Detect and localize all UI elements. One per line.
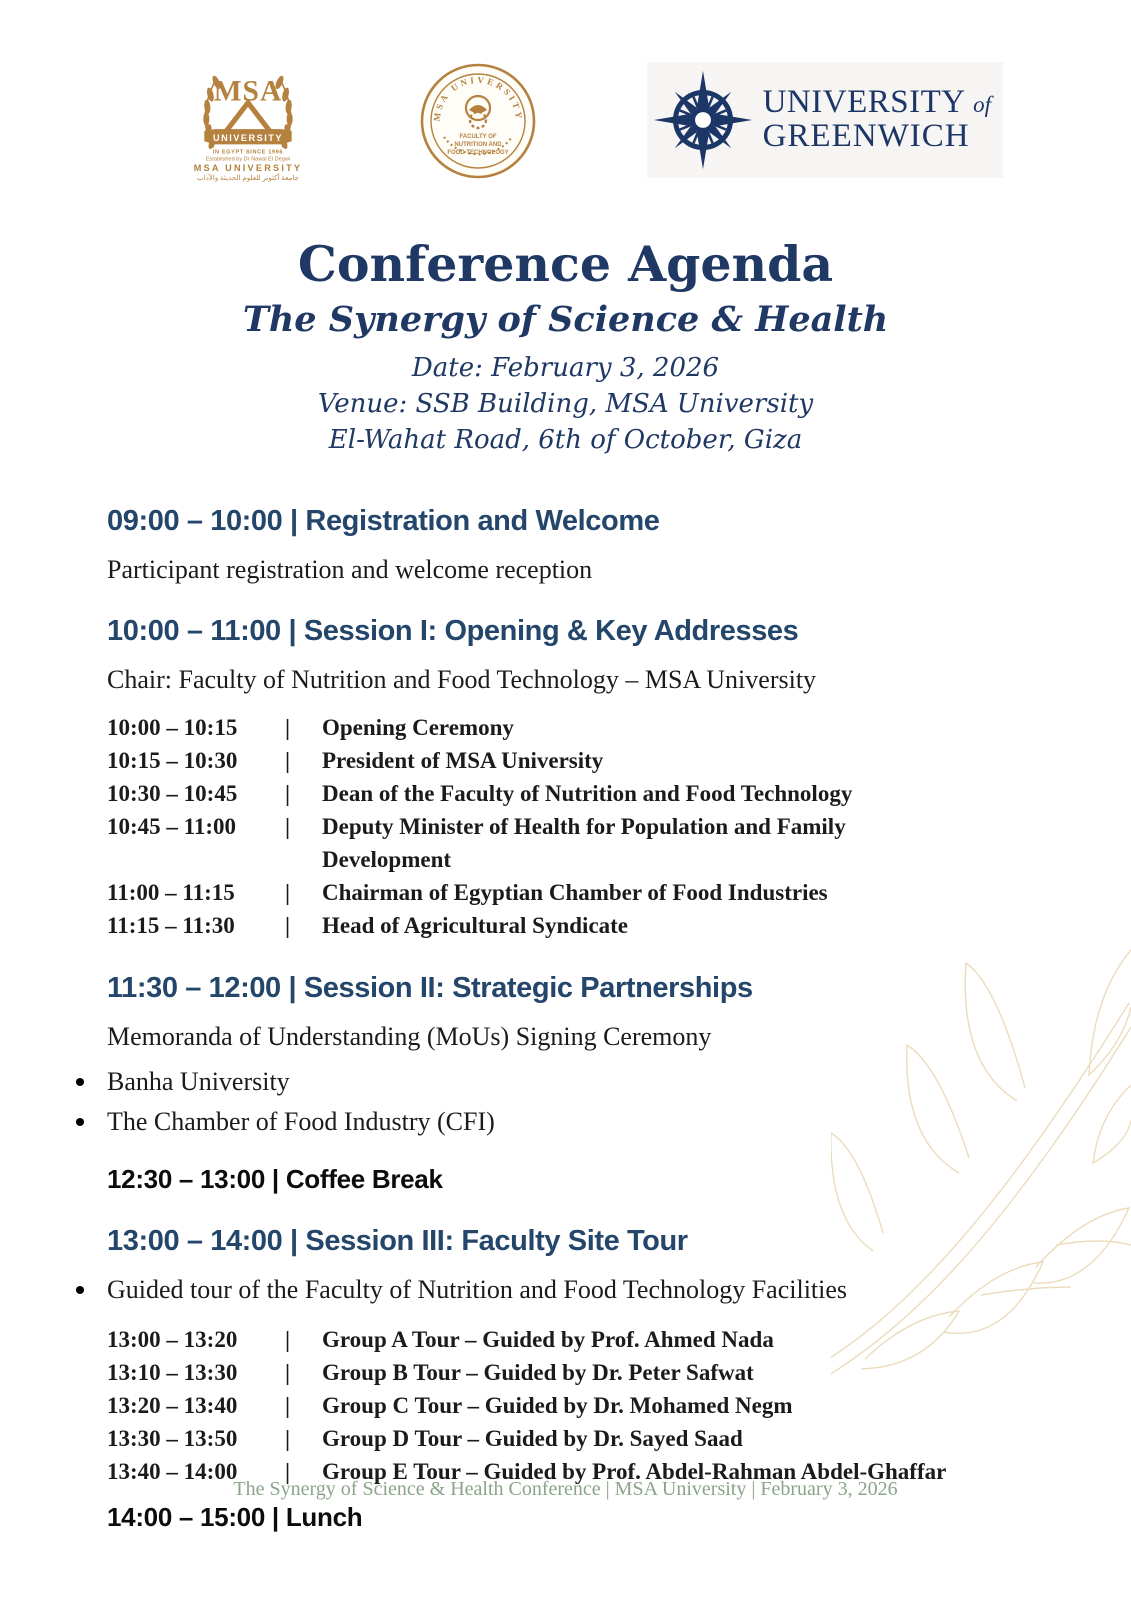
schedule-item: Deputy Minister of Health for Population and Family Development bbox=[322, 814, 846, 873]
schedule-time: 13:20 – 13:40 bbox=[107, 1392, 238, 1418]
section-heading-session1: 10:00 – 11:00 | Session I: Opening & Key Addresses bbox=[107, 614, 799, 647]
table-row bbox=[107, 1356, 1051, 1389]
msa-banner-label: UNIVERSITY bbox=[212, 132, 283, 143]
schedule-separator: | bbox=[285, 1425, 291, 1451]
list-item: Guided tour of the Faculty of Nutrition and Food Technology Facilities bbox=[107, 1274, 1051, 1307]
schedule-item: Group C Tour – Guided by Dr. Mohamed Negm bbox=[322, 1392, 793, 1418]
conference-date: Date: February 3, 2026 bbox=[411, 353, 720, 384]
schedule-item: Opening Ceremony bbox=[322, 715, 514, 741]
table-row bbox=[107, 777, 1051, 810]
seal-ring-text: MSA UNIVERSITY bbox=[431, 74, 525, 122]
seal-center-line3: FOOD TECHNOLOGY bbox=[447, 150, 509, 156]
schedule-separator: | bbox=[285, 913, 291, 939]
schedule-separator: | bbox=[285, 715, 291, 741]
session1-schedule bbox=[107, 711, 1051, 942]
tour-list bbox=[107, 1274, 1051, 1307]
msa-logo-icon bbox=[186, 60, 310, 182]
msa-university-logo bbox=[186, 60, 310, 187]
table-row bbox=[107, 1389, 1051, 1422]
schedule-time: 13:00 – 13:20 bbox=[107, 1326, 238, 1352]
list-item: The Chamber of Food Industry (CFI) bbox=[107, 1106, 1051, 1139]
conference-subtitle: The Synergy of Science & Health bbox=[242, 299, 889, 341]
schedule-separator: | bbox=[285, 1326, 291, 1352]
table-row bbox=[107, 810, 1051, 876]
schedule-time: 10:30 – 10:45 bbox=[107, 781, 238, 807]
schedule-separator: | bbox=[285, 1392, 291, 1418]
lunch-line: 14:00 – 15:00 | Lunch bbox=[107, 1501, 363, 1532]
greenwich-word-of: of bbox=[973, 92, 991, 118]
session3-schedule bbox=[107, 1323, 1051, 1488]
schedule-time: 10:00 – 10:15 bbox=[107, 715, 238, 741]
table-row bbox=[107, 909, 1051, 942]
schedule-separator: | bbox=[285, 880, 291, 906]
greenwich-logo bbox=[647, 62, 1003, 178]
greenwich-wordmark bbox=[763, 86, 991, 153]
conference-meta bbox=[0, 351, 1131, 459]
schedule-time: 13:10 – 13:30 bbox=[107, 1359, 238, 1385]
schedule-time: 13:30 – 13:50 bbox=[107, 1425, 238, 1451]
session2-description: Memoranda of Understanding (MoUs) Signing Ceremony bbox=[107, 1022, 712, 1052]
table-row bbox=[107, 1323, 1051, 1356]
schedule-item: Head of Agricultural Syndicate bbox=[322, 913, 629, 939]
compass-rose-icon bbox=[653, 70, 753, 170]
msa-arabic-line: جامعة أكتوبر للعلوم الحديثة والآداب bbox=[197, 173, 299, 182]
page-title: Conference Agenda bbox=[297, 234, 834, 293]
schedule-separator: | bbox=[285, 748, 291, 774]
schedule-separator: | bbox=[285, 814, 291, 840]
schedule-item: Group A Tour – Guided by Prof. Ahmed Nada bbox=[322, 1326, 774, 1352]
table-row bbox=[107, 744, 1051, 777]
schedule-time: 10:15 – 10:30 bbox=[107, 748, 238, 774]
schedule-item: President of MSA University bbox=[322, 748, 604, 774]
schedule-time: 11:00 – 11:15 bbox=[107, 880, 235, 906]
seal-center-line2: NUTRITION AND bbox=[454, 142, 502, 148]
logo-header bbox=[0, 0, 1131, 187]
schedule-separator: | bbox=[285, 1359, 291, 1385]
faculty-seal-icon bbox=[419, 62, 537, 180]
mou-list bbox=[107, 1066, 1051, 1138]
conference-address: El-Wahat Road, 6th of October, Giza bbox=[328, 424, 803, 455]
page-footer: The Synergy of Science & Health Conference | MSA University | February 3, 2026 bbox=[233, 1478, 898, 1500]
section-heading-session3: 13:00 – 14:00 | Session III: Faculty Site Tour bbox=[107, 1225, 688, 1258]
schedule-separator: | bbox=[285, 1458, 291, 1484]
schedule-item: Group E Tour – Guided by Prof. Abdel-Rahman Abdel-Ghaffar bbox=[322, 1458, 947, 1484]
table-row bbox=[107, 876, 1051, 909]
schedule-item: Group B Tour – Guided by Dr. Peter Safwat bbox=[322, 1359, 754, 1385]
greenwich-word-university: UNIVERSITY bbox=[762, 84, 965, 121]
list-item: Banha University bbox=[107, 1066, 1051, 1099]
schedule-item: Dean of the Faculty of Nutrition and Food Technology bbox=[322, 781, 853, 807]
schedule-time: 13:40 – 14:00 bbox=[107, 1458, 238, 1484]
seal-center-line1: FACULTY OF bbox=[459, 134, 497, 140]
greenwich-word-greenwich: GREENWICH bbox=[762, 118, 970, 154]
msa-acronym: MSA bbox=[213, 75, 283, 108]
conference-venue: Venue: SSB Building, MSA University bbox=[317, 389, 814, 420]
section-heading-session2: 11:30 – 12:00 | Session II: Strategic Partnerships bbox=[107, 972, 753, 1005]
coffee-break-line: 12:30 – 13:00 | Coffee Break bbox=[107, 1164, 443, 1195]
title-block bbox=[0, 234, 1131, 459]
registration-description: Participant registration and welcome reception bbox=[107, 554, 593, 584]
msa-since-line: IN EGYPT SINCE 1996 bbox=[212, 149, 284, 156]
agenda-body bbox=[0, 505, 1131, 1533]
schedule-item: Chairman of Egyptian Chamber of Food Industries bbox=[322, 880, 828, 906]
schedule-separator: | bbox=[285, 781, 291, 807]
schedule-time: 10:45 – 11:00 bbox=[107, 814, 237, 840]
msa-name-line: MSA UNIVERSITY bbox=[193, 162, 303, 173]
schedule-time: 11:15 – 11:30 bbox=[107, 913, 235, 939]
faculty-seal-logo bbox=[419, 62, 537, 185]
table-row bbox=[107, 711, 1051, 744]
session1-chair: Chair: Faculty of Nutrition and Food Technology – MSA University bbox=[107, 664, 817, 694]
table-row bbox=[107, 1422, 1051, 1455]
msa-founder-line: Established by Dr Nawal El Degwi bbox=[205, 156, 291, 163]
section-heading-registration: 09:00 – 10:00 | Registration and Welcome bbox=[107, 504, 660, 537]
schedule-item: Group D Tour – Guided by Dr. Sayed Saad bbox=[322, 1425, 743, 1451]
